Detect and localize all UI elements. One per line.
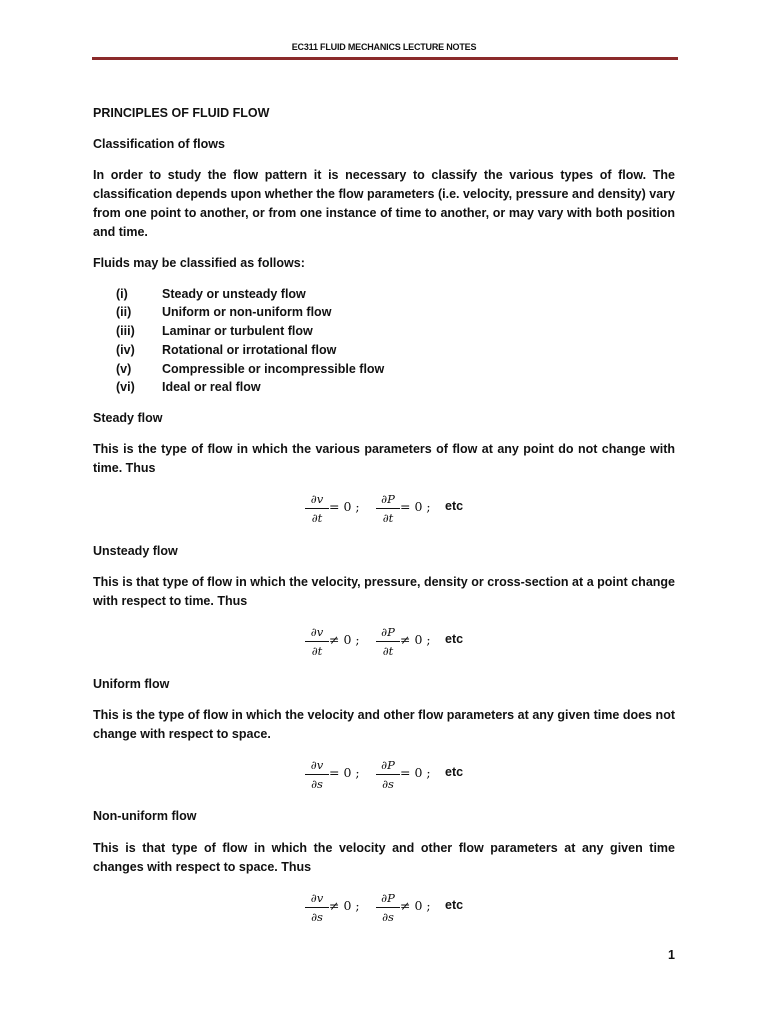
list-item-number: (iv) [116, 343, 135, 357]
section-body-uniform: This is the type of flow in which the velocity and other flow parameters at any given time does not change with respect to space. [93, 708, 675, 741]
intro-paragraph: In order to study the flow pattern it is necessary to classify the various types of flow. The classification depends upon whether the flow parameters (i.e. velocity, pressure and density) vary from one point to another, or from one instance of time to another, or may vary with both position and time. [93, 168, 675, 239]
header-rule [92, 57, 678, 60]
fraction: ∂v ∂t [305, 624, 329, 659]
etc-label: etc [445, 632, 464, 646]
relation: ≠ 0 ; [329, 898, 360, 913]
etc-label: etc [445, 765, 464, 779]
etc-label: etc [445, 499, 464, 513]
etc-label: etc [445, 898, 464, 912]
list-item-number: (ii) [116, 305, 132, 319]
section-heading-uniform: Uniform flow [93, 677, 170, 691]
section-heading-unsteady: Unsteady flow [93, 544, 178, 558]
fraction: ∂P ∂s [376, 757, 400, 792]
header-title: EC311 FLUID MECHANICS LECTURE NOTES [291, 42, 477, 52]
list-item-number: (i) [116, 287, 128, 301]
relation: = 0 ; [329, 765, 360, 780]
fraction: ∂v ∂s [305, 890, 329, 925]
fraction: ∂v ∂s [305, 757, 329, 792]
list-intro: Fluids may be classified as follows: [93, 256, 305, 270]
list-item-number: (iii) [116, 324, 135, 338]
list-item-text: Compressible or incompressible flow [162, 362, 385, 376]
section-body-non-uniform: This is that type of flow in which the velocity and other flow parameters at any given time changes with respect to space. Thus [93, 841, 675, 874]
relation: ≠ 0 ; [400, 898, 431, 913]
relation: = 0 ; [329, 499, 360, 514]
section-body-steady: This is the type of flow in which the various parameters of flow at any point do not change with time. Thus [93, 442, 675, 475]
list-item-text: Laminar or turbulent flow [162, 324, 313, 338]
list-item-text: Ideal or real flow [162, 380, 261, 394]
list-item-text: Steady or unsteady flow [162, 287, 306, 301]
section-heading-non-uniform: Non-uniform flow [93, 809, 197, 823]
list-item-number: (v) [116, 362, 132, 376]
page-number: 1 [668, 948, 675, 962]
fraction: ∂P ∂s [376, 890, 400, 925]
section-body-unsteady: This is that type of flow in which the velocity, pressure, density or cross-section at a point change with respect to time. Thus [93, 575, 675, 608]
fraction: ∂P ∂t [376, 491, 400, 526]
classification-heading: Classification of flows [93, 137, 225, 151]
list-item-number: (vi) [116, 380, 135, 394]
relation: ≠ 0 ; [329, 632, 360, 647]
list-item-text: Rotational or irrotational flow [162, 343, 337, 357]
fraction: ∂P ∂t [376, 624, 400, 659]
main-heading: PRINCIPLES OF FLUID FLOW [93, 106, 270, 120]
fraction: ∂v ∂t [305, 491, 329, 526]
relation: ≠ 0 ; [400, 632, 431, 647]
list-item-text: Uniform or non-uniform flow [162, 305, 332, 319]
relation: = 0 ; [400, 765, 431, 780]
relation: = 0 ; [400, 499, 431, 514]
section-heading-steady: Steady flow [93, 411, 163, 425]
